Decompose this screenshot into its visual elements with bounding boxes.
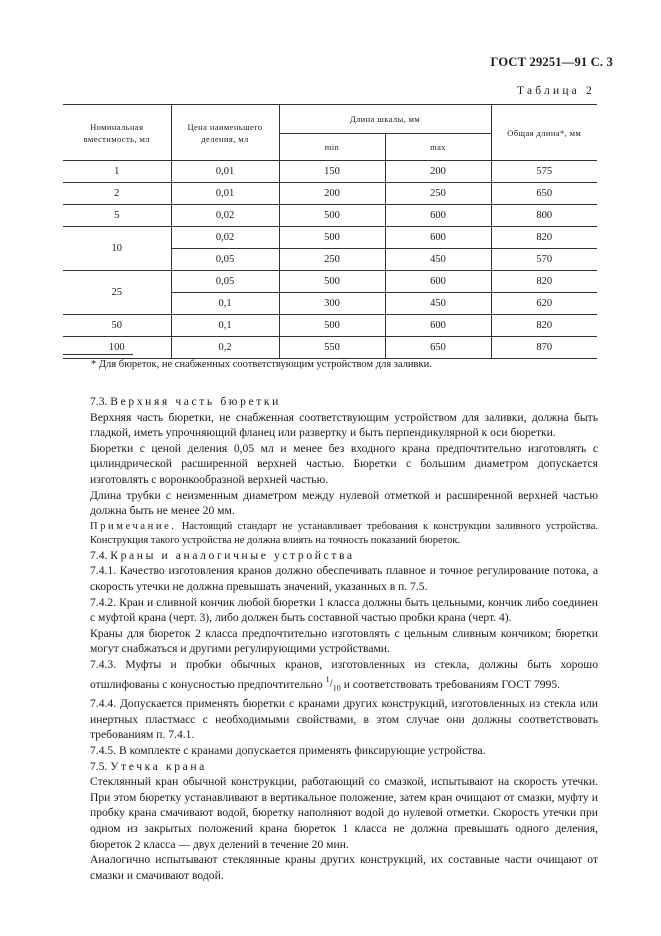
header-total-length: Общая длина*, мм xyxy=(491,105,597,161)
cell-total: 575 xyxy=(491,161,597,183)
header-min: min xyxy=(279,134,385,161)
section-title: Верхняя часть бюретки xyxy=(110,395,281,408)
paragraph xyxy=(90,657,598,696)
cell-division: 0,2 xyxy=(171,337,279,359)
cell-capacity: 50 xyxy=(63,315,171,337)
page-header: ГОСТ 29251—91 С. 3 xyxy=(490,55,613,69)
cell-total: 820 xyxy=(491,315,597,337)
paragraph: 7.4.2. Кран и сливной кончик любой бюретки 1 класса должны быть цельными, кончик либо соединен с муфтой крана (черт. 3), либо должен быть составной частью пробки крана (черт. 4). xyxy=(90,595,598,625)
cell-division: 0,1 xyxy=(171,293,279,315)
note-label: Примечание. xyxy=(90,520,177,532)
cell-total: 800 xyxy=(491,205,597,227)
cell-max: 450 xyxy=(385,249,491,271)
cell-min: 300 xyxy=(279,293,385,315)
section-number: 7.3. xyxy=(90,395,108,408)
fraction-numerator: 1 xyxy=(325,675,330,685)
cell-capacity: 1 xyxy=(63,161,171,183)
section-heading-7-5 xyxy=(90,759,598,775)
table-row xyxy=(63,183,597,205)
header-max: max xyxy=(385,134,491,161)
cell-total: 870 xyxy=(491,337,597,359)
table-row xyxy=(63,161,597,183)
header-capacity: Номинальная вместимость, мл xyxy=(63,105,171,161)
cell-total: 650 xyxy=(491,183,597,205)
paragraph-text: 7.4.3. Муфты и пробки обычных кранов, изготовленных из стекла, должны быть хорошо отшлифованы с конусностью предпочтительно xyxy=(90,657,598,691)
cell-capacity: 2 xyxy=(63,183,171,205)
section-number: 7.5. xyxy=(90,759,108,773)
fraction-denominator: 10 xyxy=(332,683,341,693)
cell-min: 500 xyxy=(279,271,385,293)
section-heading-7-4 xyxy=(90,548,598,564)
cell-max: 450 xyxy=(385,293,491,315)
table-row xyxy=(63,315,597,337)
note-text: Настоящий стандарт не устанавливает требования к конструкции заливного устройства. Конструкция такого устройства не должна влиять на точность показаний бюреток. xyxy=(90,520,598,546)
cell-division: 0,02 xyxy=(171,227,279,249)
paragraph: Верхняя часть бюретки, не снабженная соответствующим устройством для заливки, должна быть гладкой, иметь упрочняющий фланец или развертку и быть перпендикулярной к оси бюретки. xyxy=(90,410,598,440)
cell-max: 600 xyxy=(385,315,491,337)
note xyxy=(90,520,598,548)
table-caption: Таблица 2 xyxy=(517,85,595,97)
cell-division: 0,05 xyxy=(171,271,279,293)
cell-min: 500 xyxy=(279,227,385,249)
cell-capacity: 10 xyxy=(63,227,171,271)
cell-total: 570 xyxy=(491,249,597,271)
paragraph: 7.4.4. Допускается применять бюретки с кранами других конструкций, изготовленных из стекла или инертных пластмасс с необходимыми свойствами, в этом случае они должны соответствовать требованиям п. 7.4.1. xyxy=(90,697,598,742)
table-row xyxy=(63,205,597,227)
footnote-divider xyxy=(63,354,133,355)
cell-max: 650 xyxy=(385,337,491,359)
cell-min: 500 xyxy=(279,205,385,227)
table-row xyxy=(63,271,597,293)
table-container xyxy=(63,104,597,359)
paragraph: 7.4.1. Качество изготовления кранов должно обеспечивать плавное и точное регулирование потока, а скорость утечки не должна превышать значений, указанных в п. 7.5. xyxy=(90,564,598,593)
section-title: Утечка крана xyxy=(110,759,207,773)
cell-max: 600 xyxy=(385,271,491,293)
cell-min: 150 xyxy=(279,161,385,183)
section-heading-7-3 xyxy=(90,394,598,410)
cell-max: 600 xyxy=(385,205,491,227)
paragraph: Краны для бюреток 2 класса предпочтительно изготовлять с цельным сливным кончиком; бюретки могут снабжаться и другими регулирующими устройствами. xyxy=(90,626,598,656)
fraction: $^1/_{10}$ xyxy=(325,675,341,693)
cell-capacity: 25 xyxy=(63,271,171,315)
paragraph: Аналогично испытывают стеклянные краны других конструкций, их составные части очищают от смазки и смачивают водой. xyxy=(90,853,598,882)
header-scale-length: Длина шкалы, мм xyxy=(279,105,491,134)
cell-division: 0,01 xyxy=(171,161,279,183)
cell-division: 0,02 xyxy=(171,205,279,227)
header-division: Цена наименьшего деления, мл xyxy=(171,105,279,161)
cell-division: 0,05 xyxy=(171,249,279,271)
cell-capacity: 100 xyxy=(63,337,171,359)
cell-max: 600 xyxy=(385,227,491,249)
table-footnote: * Для бюреток, не снабженных соответствующим устройством для заливки. xyxy=(91,359,432,370)
cell-division: 0,1 xyxy=(171,315,279,337)
paragraph: Длина трубки с неизменным диаметром между нулевой отметкой и расширенной верхней частью должна быть не менее 20 мм. xyxy=(90,488,598,518)
body-text xyxy=(90,394,598,883)
cell-division: 0,01 xyxy=(171,183,279,205)
cell-total: 820 xyxy=(491,271,597,293)
section-title: Краны и аналогичные устройства xyxy=(110,548,355,562)
cell-min: 500 xyxy=(279,315,385,337)
cell-capacity: 5 xyxy=(63,205,171,227)
cell-max: 250 xyxy=(385,183,491,205)
data-table xyxy=(63,104,597,359)
section-number: 7.4. xyxy=(90,548,108,562)
cell-total: 620 xyxy=(491,293,597,315)
cell-total: 820 xyxy=(491,227,597,249)
paragraph: Стеклянный кран обычной конструкции, работающий со смазкой, испытывают на скорость утечки. При этом бюретку устанавливают в вертикальное положение, затем кран очищают от смазки, муфту и пробку крана смачивают водой, бюретку наполняют водой до нулевой отметки. Скорость утечки при одном из закрытых положений крана бюреток 1 класса не должна превышать одного деления, бюреток 2 класса — двух делений в течение 20 мин. xyxy=(90,775,598,851)
cell-max: 200 xyxy=(385,161,491,183)
paragraph: 7.4.5. В комплекте с кранами допускается применять фиксирующие устройства. xyxy=(90,744,486,758)
cell-min: 550 xyxy=(279,337,385,359)
cell-min: 200 xyxy=(279,183,385,205)
paragraph-text: и соответствовать требованиям ГОСТ 7995. xyxy=(340,677,561,691)
paragraph: Бюретки с ценой деления 0,05 мл и менее без входного крана предпочтительно изготовлять с цилиндрической расширенной верхней частью. Бюретки с большим диаметром допускается изготовлять с воронкообразной верхней частью. xyxy=(90,441,598,486)
table-row xyxy=(63,227,597,249)
cell-min: 250 xyxy=(279,249,385,271)
table-row xyxy=(63,337,597,359)
